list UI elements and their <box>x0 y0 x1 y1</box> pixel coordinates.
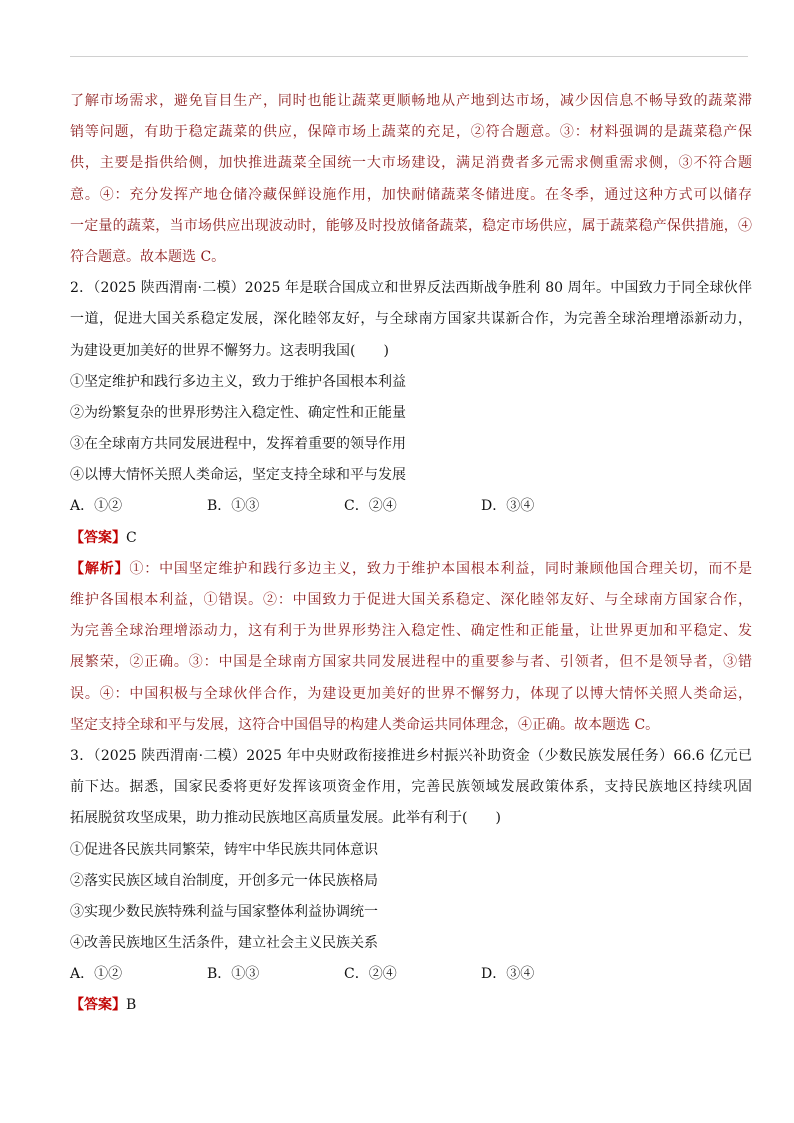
option-a: A．①② <box>70 498 123 515</box>
answer-line <box>70 523 752 554</box>
option-d: D．③④ <box>481 498 535 515</box>
text-line: 销等问题，有助于稳定蔬菜的供应，保障市场上蔬菜的充足，②符合题意。③：材料强调的是蔬菜稳产保 <box>70 124 752 141</box>
text-line: 了解市场需求，避免盲目生产，同时也能让蔬菜更顺畅地从产地到达市场，减少因信息不畅导致的蔬菜滞 <box>70 93 752 109</box>
text-line: 供，主要是指供给侧，加快推进蔬菜全国统一大市场建设，满足消费者多元需求侧重需求侧，③不符合题 <box>70 155 752 172</box>
answer-options <box>70 491 752 522</box>
analysis-text: ①：中国坚定维护和践行多边主义，致力于维护本国根本利益，同时兼顾他国合理关切，而不是 <box>129 560 752 577</box>
option-d: D．③④ <box>481 966 535 983</box>
analysis-line: 维护各国根本利益，①错误。②：中国致力于促进大国关系稳定、深化睦邻友好、与全球南方国家合作， <box>70 592 752 608</box>
statement-2: ②落实民族区域自治制度，开创多元一体民族格局 <box>70 872 378 889</box>
statement-2: ②为纷繁复杂的世界形势注入稳定性、确定性和正能量 <box>70 404 406 421</box>
question-stem-line: 3．（2025 陕西渭南·二模）2025 年中央财政衔接推进乡村振兴补助资金（少数民族发展任务）66.6 亿元已 <box>70 747 752 764</box>
analysis-line <box>70 554 752 585</box>
option-c: C．②④ <box>344 498 397 515</box>
option-a: A．①② <box>70 966 123 983</box>
answer-value: C <box>126 529 137 546</box>
answer-options <box>70 959 752 990</box>
answer-tag: 【答案】 <box>70 997 126 1014</box>
question-stem-line: 一道，促进大国关系稳定发展，深化睦邻友好，与全球南方国家共谋新合作，为完善全球治理增添新动力， <box>70 311 752 328</box>
analysis-block <box>70 554 752 741</box>
analysis-line: 为完善全球治理增添动力，这有利于为世界形势注入稳定性、确定性和正能量，让世界更加和平稳定、发 <box>70 623 752 640</box>
statement-4: ④以博大情怀关照人类命运，坚定支持全球和平与发展 <box>70 467 406 484</box>
question-stem-line: 2．（2025 陕西渭南·二模）2025 年是联合国成立和世界反法西斯战争胜利 80 周年。中国致力于同全球伙伴 <box>70 280 752 297</box>
question-2 <box>70 273 752 741</box>
statement-3: ③实现少数民族特殊利益与国家整体利益协调统一 <box>70 903 378 920</box>
text-line: 一定量的蔬菜，当市场供应出现波动时，能够及时投放储备蔬菜，稳定市场供应，属于蔬菜稳产保供措施，④ <box>70 217 752 234</box>
question-3 <box>70 741 752 1022</box>
option-c: C．②④ <box>344 966 397 983</box>
option-b: B．①③ <box>207 966 260 983</box>
answer-value: B <box>126 997 137 1014</box>
analysis-tag: 【解析】 <box>70 560 130 577</box>
text-line: 符合题意。故本题选 C。 <box>70 248 226 265</box>
analysis-line: 误。④：中国积极与全球伙伴合作，为建设更加美好的世界不懈努力，体现了以博大情怀关照人类命运， <box>70 685 752 702</box>
question-stem-line: 拓展脱贫攻坚成果，助力推动民族地区高质量发展。此举有利于( ) <box>70 810 501 827</box>
statement-1: ①坚定维护和践行多边主义，致力于维护各国根本利益 <box>70 373 406 390</box>
analysis-line: 坚定支持全球和平与发展，这符合中国倡导的构建人类命运共同体理念，④正确。故本题选 C。 <box>70 716 660 733</box>
previous-explanation <box>70 86 752 273</box>
option-b: B．①③ <box>207 498 260 515</box>
question-stem-line: 前下达。据悉，国家民委将更好发挥该项资金作用，完善民族领域发展政策体系，支持民族地区持续巩固 <box>70 779 752 796</box>
answer-tag: 【答案】 <box>70 529 126 546</box>
question-stem-line: 为建设更加美好的世界不懈努力。这表明我国( ) <box>70 342 389 359</box>
analysis-line: 展繁荣，②正确。③：中国是全球南方国家共同发展进程中的重要参与者、引领者，但不是领导者，③错 <box>70 654 752 671</box>
statement-4: ④改善民族地区生活条件，建立社会主义民族关系 <box>70 935 378 952</box>
statement-3: ③在全球南方共同发展进程中，发挥着重要的领导作用 <box>70 436 406 453</box>
document-page <box>70 86 752 1022</box>
statement-1: ①促进各民族共同繁荣，铸牢中华民族共同体意识 <box>70 841 378 858</box>
header-rule <box>70 56 748 57</box>
text-line: 意。④：充分发挥产地仓储冷藏保鲜设施作用，加快耐储蔬菜冬储进度。在冬季，通过这种方式可以储存 <box>70 186 752 203</box>
answer-line <box>70 990 752 1021</box>
